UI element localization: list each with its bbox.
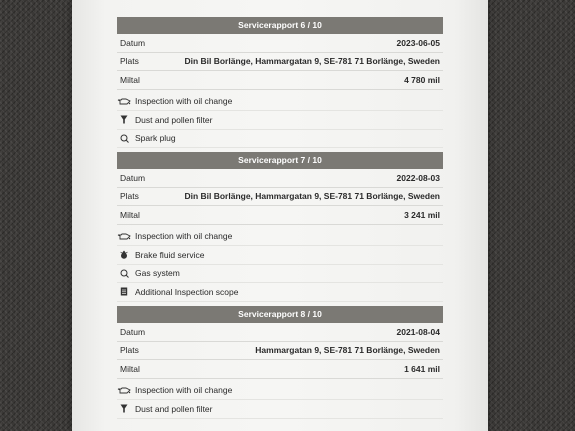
document-icon — [117, 286, 131, 298]
report-title: Servicerapport 6 / 10 — [117, 17, 443, 34]
mileage-row — [117, 206, 443, 225]
service-item — [117, 111, 443, 130]
place-row — [117, 342, 443, 361]
place-label: Plats — [120, 345, 139, 356]
date-row — [117, 323, 443, 342]
service-label: Additional Inspection scope — [135, 286, 239, 297]
mileage-value: 4 780 mil — [404, 74, 440, 85]
service-list — [117, 93, 443, 149]
mileage-value: 3 241 mil — [404, 209, 440, 220]
date-label: Datum — [120, 172, 146, 183]
service-report-6 — [117, 17, 443, 148]
service-label: Gas system — [135, 268, 180, 279]
date-row — [117, 34, 443, 53]
service-label: Brake fluid service — [135, 249, 205, 260]
service-label: Dust and pollen filter — [135, 114, 213, 125]
place-label: Plats — [120, 56, 139, 67]
service-item — [117, 400, 443, 419]
place-row — [117, 53, 443, 72]
date-value: 2022-08-03 — [396, 172, 440, 183]
mileage-label: Miltal — [120, 363, 140, 374]
service-item — [117, 130, 443, 149]
service-label: Inspection with oil change — [135, 231, 233, 242]
filter-icon — [117, 403, 131, 415]
oil-can-icon — [117, 384, 131, 396]
mileage-label: Miltal — [120, 74, 140, 85]
oil-can-icon — [117, 230, 131, 242]
date-row — [117, 169, 443, 188]
place-value: Hammargatan 9, SE-781 71 Borlänge, Sweden — [255, 345, 440, 356]
service-label: Spark plug — [135, 133, 176, 144]
date-label: Datum — [120, 37, 146, 48]
mileage-label: Miltal — [120, 209, 140, 220]
mileage-value: 1 641 mil — [404, 363, 440, 374]
gas-icon — [117, 267, 131, 279]
service-report-7 — [117, 152, 443, 302]
oil-can-icon — [117, 95, 131, 107]
service-item — [117, 228, 443, 247]
report-title: Servicerapport 8 / 10 — [117, 306, 443, 323]
report-title: Servicerapport 7 / 10 — [117, 152, 443, 169]
filter-icon — [117, 114, 131, 126]
service-list — [117, 228, 443, 302]
place-row — [117, 188, 443, 207]
place-value: Din Bil Borlänge, Hammargatan 9, SE-781 71 Borlänge, Sweden — [184, 56, 440, 67]
place-value: Din Bil Borlänge, Hammargatan 9, SE-781 71 Borlänge, Sweden — [184, 191, 440, 202]
service-item — [117, 283, 443, 302]
service-list — [117, 382, 443, 419]
service-report-8 — [117, 306, 443, 419]
place-label: Plats — [120, 191, 139, 202]
service-label: Inspection with oil change — [135, 96, 233, 107]
date-value: 2021-08-04 — [396, 326, 440, 337]
spark-plug-icon — [117, 132, 131, 144]
service-item — [117, 265, 443, 284]
service-label: Dust and pollen filter — [135, 403, 213, 414]
service-item — [117, 246, 443, 265]
service-item — [117, 93, 443, 112]
mileage-row — [117, 360, 443, 379]
service-item — [117, 382, 443, 401]
date-label: Datum — [120, 326, 146, 337]
service-label: Inspection with oil change — [135, 385, 233, 396]
date-value: 2023-06-05 — [396, 37, 440, 48]
brake-fluid-icon — [117, 249, 131, 261]
mileage-row — [117, 71, 443, 90]
